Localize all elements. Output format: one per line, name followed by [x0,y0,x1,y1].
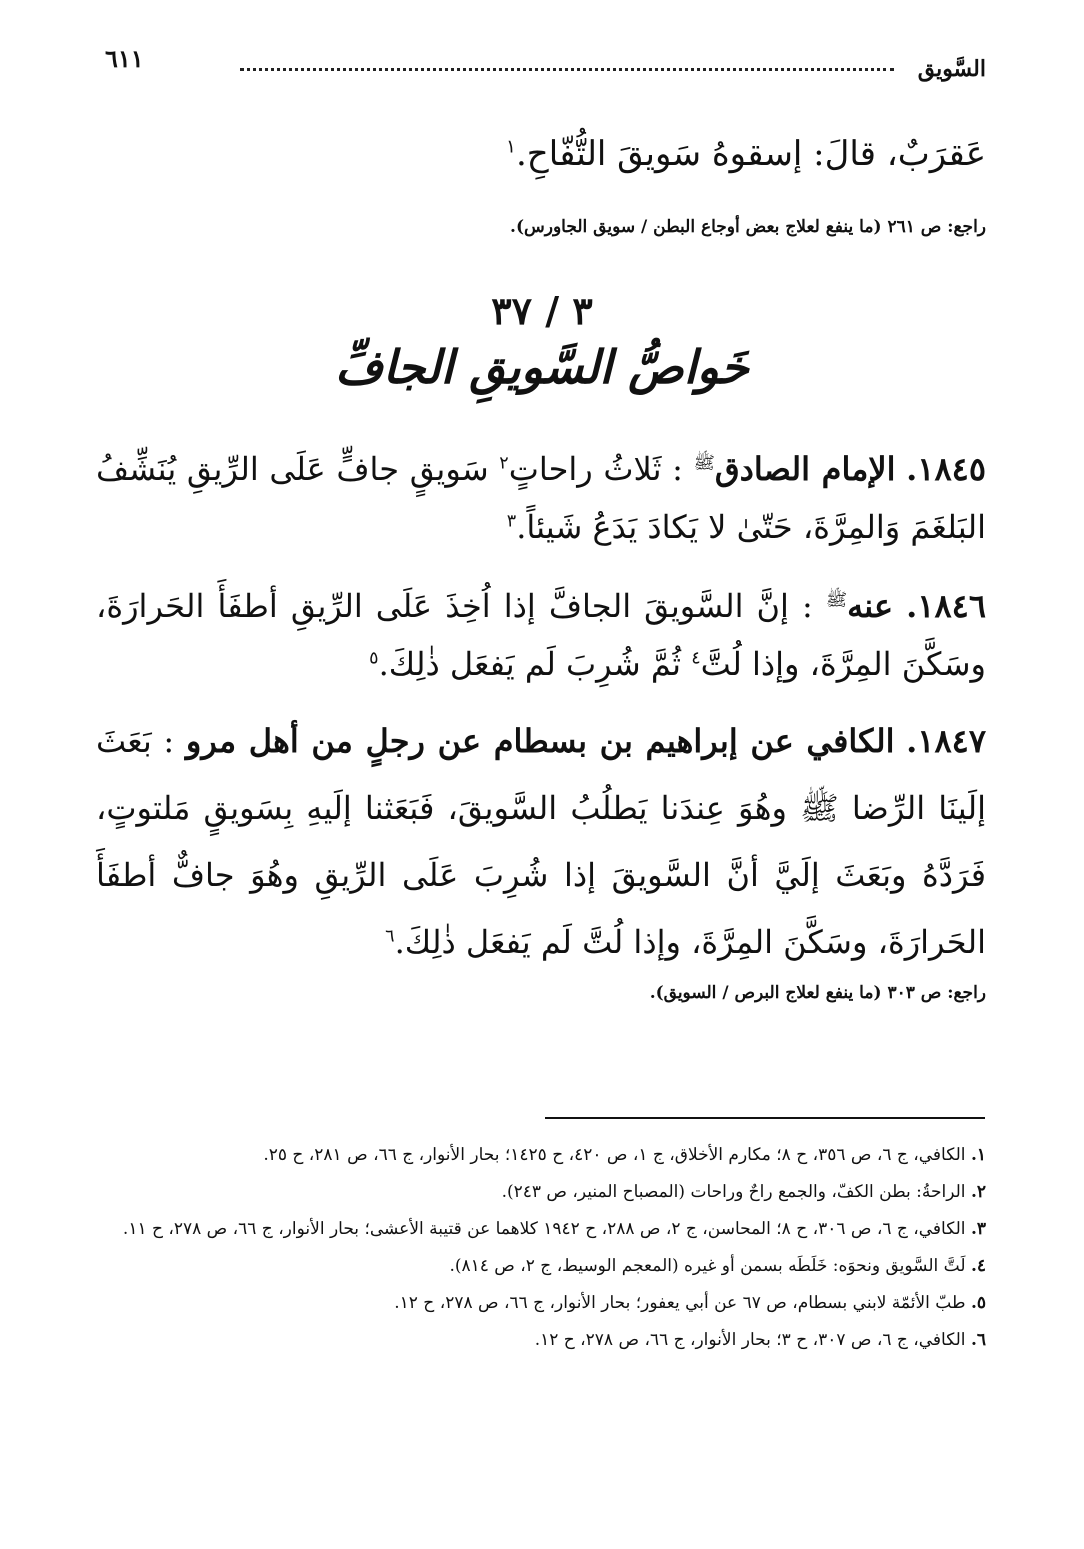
footnote [94,1177,986,1207]
honorific-mark: ﷺ [693,453,715,474]
footnote-number: ٤. [970,1256,986,1276]
footnote-number: ٢. [970,1182,986,1202]
footnote-marker: ٢ [499,453,509,474]
running-header-title: السَّويق [917,56,986,82]
section-title: خَواصُّ السَّويقِ الجافِّ [335,340,749,394]
footnote-separator [545,1117,985,1119]
continuation-body: عَقرَبٌ، قالَ: إسقوهُ سَويقَ التُّفّاحِ. [516,134,986,174]
footnote-text: الكافي، ج ٦، ص ٣٠٧، ح ٣؛ بحار الأنوار، ج ٦٦، ص ٢٧٨، ح ١٢. [534,1330,966,1350]
cross-reference: راجع: ص ٢٦١ (ما ينفع لعلاج بعض أوجاع البطن / سويق الجاورس). [510,217,986,237]
hadith-1845 [96,440,986,556]
footnote [94,1325,986,1355]
footnotes [94,1140,986,1362]
footnote [94,1214,986,1244]
footnote-text: الراحةُ: بطن الكفّ، والجمع راحٌ وراحات (المصباح المنير، ص ٢٤٣). [501,1182,966,1202]
footnote-number: ٥. [970,1293,986,1313]
hadith-text: سَويقٍ جافٍّ عَلَى الرِّيقِ يُنَشِّفُ البَلغَمَ وَالمِرَّةَ، حَتّىٰ لا يَكادَ يَدَعُ شَيئاً. [96,450,986,546]
footnote [94,1251,986,1281]
footnote-marker: ٣ [506,511,517,532]
footnote-number: ٦. [970,1330,986,1350]
footnote-text: الكافي، ج ٦، ص ٣٠٦، ح ٨؛ المحاسن، ج ٢، ص ٢٨٨، ح ١٩٤٢ كلاهما عن قتيبة الأعشى؛ بحار الأنوار، ج ٦٦، ص ٢٧٨، ح ١١. [122,1219,966,1239]
hadith-1847 [96,708,986,976]
header-dotted-leader [240,68,894,71]
footnote-marker: ١ [505,136,516,158]
hadith-narrator: عنه [847,587,894,625]
hadith-text: : بَعَثَ إلَينَا الرِّضا ﷺ وهُوَ عِندَنا يَطلُبُ السَّويقَ، فَبَعَثنا إلَيهِ بِسَويقٍ مَلتوتٍ، فَرَدَّهُ وبَعَثَ إلَيَّ أنَّ السَّويقَ إذا شُرِبَ عَلَى الرِّيقِ وهُوَ جافٌّ أطفَأَ الحَرارَةَ، وسَكَّنَ المِرَّةَ، وإذا لُتَّ لَم يَفعَل ذٰلِكَ. [96,722,987,961]
footnote-number: ١. [970,1145,986,1165]
cross-reference: راجع: ص ٣٠٣ (ما ينفع لعلاج البرص / السويق). [649,983,986,1003]
footnote [94,1140,986,1170]
page-number: ٦١١ [105,44,144,73]
hadith-text: : إنَّ السَّويقَ الجافَّ إذا اُخِذَ عَلَى الرِّيقِ أطفَأَ الحَرارَةَ، وسَكَّنَ المِرَّةَ، وإذا لُتَّ [96,587,986,683]
hadith-narrator: الكافي عن إبراهيم بن بسطام عن رجلٍ من أهل مرو [185,722,895,760]
honorific-mark: ﷺ [825,590,848,611]
hadith-number: ١٨٤٥. [906,450,987,488]
hadith-number: ١٨٤٦. [906,587,987,625]
hadith-1846 [96,577,986,693]
hadith-text: : ثَلاثُ راحاتٍ [508,450,683,488]
footnote [94,1288,986,1318]
continuation-text [106,124,986,184]
footnote-marker: ٤ [691,648,701,669]
footnote-marker: ٦ [385,926,395,947]
hadith-number: ١٨٤٧. [906,722,987,760]
footnote-number: ٣. [970,1219,986,1239]
footnote-marker: ٥ [369,648,379,669]
section-number: ٣ / ٣٧ [491,288,593,333]
footnote-text: لَتَّ السَّويق ونحوَه: خَلَطَه بسمن أو غيره (المعجم الوسيط، ج ٢، ص ٨١٤). [449,1256,966,1276]
footnote-text: الكافي، ج ٦، ص ٣٥٦، ح ٨؛ مكارم الأخلاق، ج ١، ص ٤٢٠، ح ١٤٢٥؛ بحار الأنوار، ج ٦٦، ص ٢٨١، ح ٢٥. [263,1145,966,1165]
hadith-text: ثُمَّ شُرِبَ لَم يَفعَل ذٰلِكَ. [378,645,682,683]
hadith-narrator: الإمام الصادق [714,450,896,488]
footnote-text: طبّ الأئمّة لابني بسطام، ص ٦٧ عن أبي يعفور؛ بحار الأنوار، ج ٦٦، ص ٢٧٨، ح ١٢. [394,1293,966,1313]
